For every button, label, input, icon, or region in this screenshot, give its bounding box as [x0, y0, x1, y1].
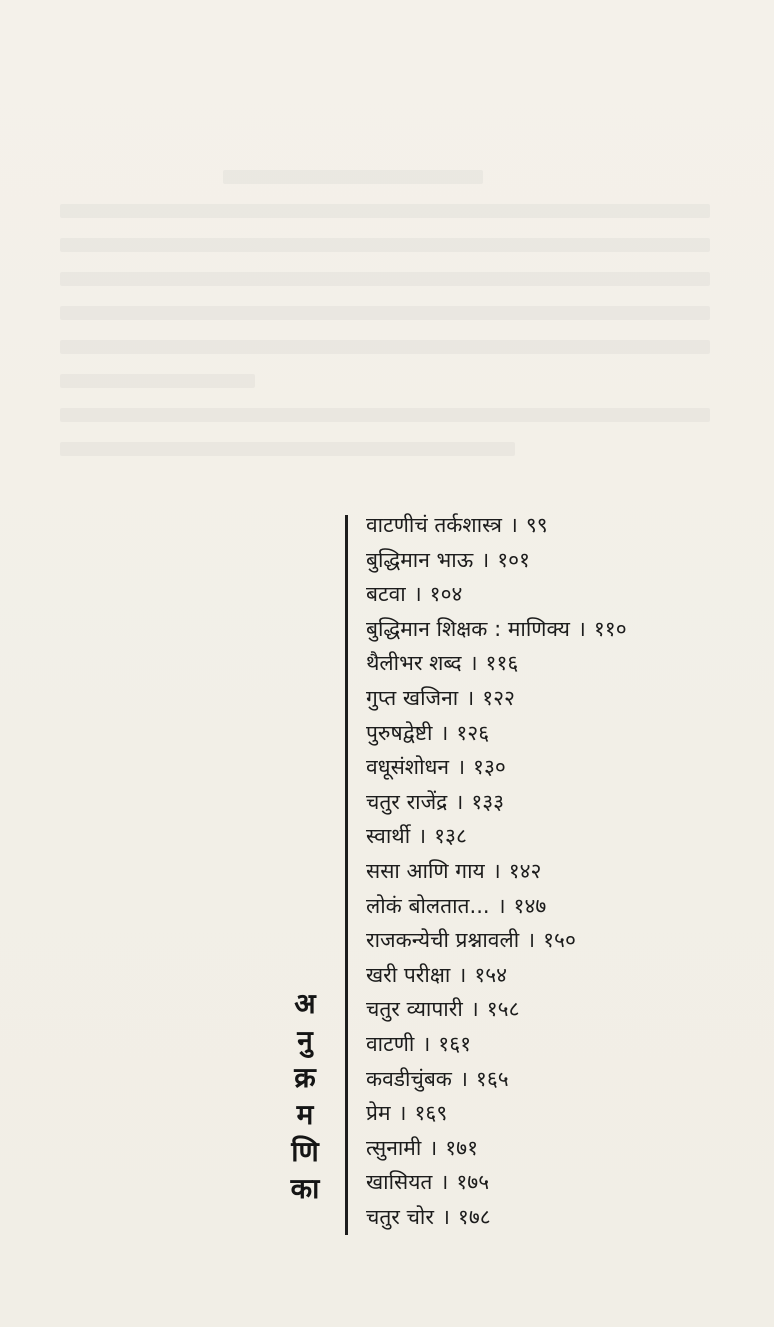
toc-entry-title: लोकं बोलतात...	[366, 893, 490, 918]
toc-entry-title: प्रेम	[366, 1101, 391, 1126]
toc-entry	[366, 1165, 766, 1200]
toc-separator: ।	[459, 1066, 468, 1091]
toc-separator: ।	[441, 1204, 450, 1229]
toc-entry	[366, 958, 766, 993]
toc-separator: ।	[457, 755, 466, 780]
toc-separator: ।	[422, 1031, 431, 1056]
toc-entry	[366, 716, 766, 751]
toc-page-number: १०४	[429, 582, 463, 607]
toc-separator: ।	[398, 1101, 407, 1126]
toc-separator: ।	[458, 962, 467, 987]
toc-entry	[366, 1062, 766, 1097]
toc-entry-title: राजकन्येची प्रश्नावली	[366, 928, 520, 953]
toc-separator: ।	[466, 685, 475, 710]
show-through-text	[60, 170, 710, 476]
toc-separator: ।	[527, 928, 536, 953]
toc-separator: ।	[413, 582, 422, 607]
toc-entry-title: बटवा	[366, 582, 406, 607]
toc-entry-title: पुरुषद्वेष्टी	[366, 720, 433, 745]
toc-separator: ।	[492, 858, 501, 883]
toc-page-number: १७८	[457, 1204, 491, 1229]
toc-page-number: १४२	[508, 858, 542, 883]
toc-entry	[366, 819, 766, 854]
toc-separator: ।	[497, 893, 506, 918]
table-of-contents	[366, 508, 766, 1234]
toc-page-number: १३०	[473, 755, 506, 780]
toc-entry	[366, 577, 766, 612]
toc-page-number: १७५	[456, 1170, 490, 1195]
title-letter: णि	[291, 1135, 319, 1168]
title-letter: नु	[297, 1024, 313, 1057]
toc-entry	[366, 681, 766, 716]
toc-entry	[366, 1027, 766, 1062]
toc-entry-title: चतुर चोर	[366, 1204, 434, 1229]
toc-entry	[366, 612, 766, 647]
toc-entry	[366, 1096, 766, 1131]
toc-separator: ।	[440, 720, 449, 745]
toc-entry	[366, 1131, 766, 1166]
toc-entry	[366, 543, 766, 578]
toc-page-number: १२२	[482, 685, 515, 710]
toc-separator: ।	[577, 616, 586, 641]
toc-separator: ।	[440, 1170, 449, 1195]
title-letter: म	[296, 1098, 314, 1131]
toc-separator: ।	[429, 1135, 438, 1160]
toc-entry-title: कवडीचुंबक	[366, 1066, 452, 1091]
toc-entry-title: बुद्धिमान शिक्षक : माणिक्य	[366, 616, 570, 641]
toc-separator: ।	[418, 824, 427, 849]
toc-separator: ।	[470, 997, 479, 1022]
toc-entry	[366, 889, 766, 924]
toc-entry-title: चतुर राजेंद्र	[366, 789, 448, 814]
toc-page-number: ९९	[525, 513, 548, 537]
toc-page-number: १३८	[434, 824, 467, 849]
toc-page-number: १६५	[475, 1066, 509, 1091]
toc-separator: ।	[509, 513, 518, 537]
toc-entry-title: वाटणीचं तर्कशास्त्र	[366, 513, 502, 537]
toc-entry-title: चतुर व्यापारी	[366, 997, 463, 1022]
toc-entry	[366, 750, 766, 785]
toc-entry-title: खासियत	[366, 1170, 433, 1195]
toc-entry-title: थैलीभर शब्द	[366, 651, 462, 676]
toc-entry-title: वाटणी	[366, 1031, 415, 1056]
toc-page-number: १६९	[414, 1101, 448, 1126]
toc-entry	[366, 1200, 766, 1235]
toc-entry-title: ससा आणि गाय	[366, 858, 485, 883]
toc-page-number: १६१	[438, 1031, 472, 1056]
toc-separator: ।	[469, 651, 478, 676]
toc-page-number: १५४	[474, 962, 508, 987]
toc-entry-title: त्सुनामी	[366, 1135, 422, 1160]
toc-entry	[366, 992, 766, 1027]
toc-entry-title: बुद्धिमान भाऊ	[366, 547, 474, 572]
toc-page-number: १२६	[456, 720, 490, 745]
toc-page-number: १०१	[497, 547, 530, 572]
toc-entry-title: गुप्त खजिना	[366, 685, 459, 710]
vertical-divider	[345, 515, 348, 1235]
index-vertical-title	[280, 985, 330, 1207]
toc-entry	[366, 646, 766, 681]
toc-page-number: १४७	[513, 893, 547, 918]
toc-page-number: १५०	[543, 928, 576, 953]
title-letter: क्र	[294, 1061, 316, 1094]
toc-entry-title: वधूसंशोधन	[366, 755, 450, 780]
toc-entry	[366, 508, 766, 543]
toc-entry-title: खरी परीक्षा	[366, 962, 451, 987]
toc-separator: ।	[455, 789, 464, 814]
toc-page-number: १७१	[445, 1135, 479, 1160]
toc-page-number: १३३	[471, 789, 505, 814]
toc-separator: ।	[481, 547, 490, 572]
toc-page-number: ११०	[593, 616, 627, 641]
toc-entry	[366, 785, 766, 820]
toc-page-number: १५८	[486, 997, 520, 1022]
toc-entry	[366, 923, 766, 958]
toc-entry	[366, 854, 766, 889]
toc-page-number: ११६	[485, 651, 519, 676]
title-letter: का	[290, 1172, 320, 1205]
title-letter: अ	[294, 987, 316, 1020]
toc-entry-title: स्वार्थी	[366, 824, 411, 849]
